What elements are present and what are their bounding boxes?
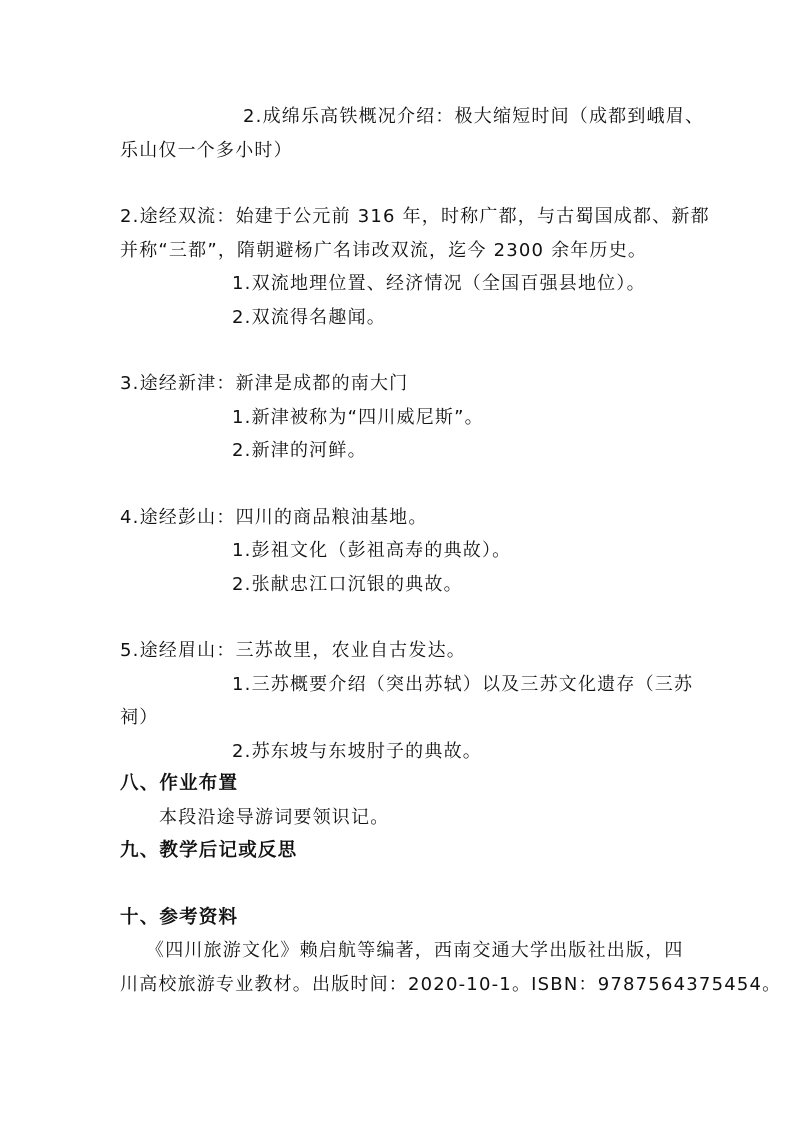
references-body-line-2: 川高校旅游专业教材。出版时间：2020-10-1。ISBN：9787564375454。 [120, 974, 782, 995]
xinjin-title: 3.途经新津：新津是成都的南大门 [120, 373, 409, 394]
reflection-heading: 九、教学后记或反思 [120, 840, 298, 861]
homework-heading: 八、作业布置 [120, 773, 239, 794]
pengshan-sub-2: 2.张献忠江口沉银的典故。 [232, 574, 463, 595]
pengshan-title: 4.途经彭山：四川的商品粮油基地。 [120, 507, 428, 528]
shuangliu-sub-2: 2.双流得名趣闻。 [232, 307, 386, 328]
xinjin-sub-1: 1.新津被称为“四川威尼斯”。 [232, 407, 484, 428]
meishan-sub-2: 2.苏东坡与东坡肘子的典故。 [232, 741, 482, 762]
railway-item-2-line-1: 2.成绵乐高铁概况介绍：极大缩短时间（成都到峨眉、 [243, 106, 705, 127]
railway-item-2-line-2: 乐山仅一个多小时） [120, 140, 293, 161]
references-body-line-1: 《四川旅游文化》赖启航等编著，西南交通大学出版社出版，四 [146, 940, 684, 961]
meishan-sub-1-line-2: 祠） [120, 707, 159, 728]
pengshan-sub-1: 1.彭祖文化（彭祖高寿的典故）。 [232, 540, 512, 561]
xinjin-sub-2: 2.新津的河鲜。 [232, 440, 367, 461]
shuangliu-title-line-1: 2.途经双流：始建于公元前 316 年，时称广都，与古蜀国成都、新都 [120, 206, 710, 227]
references-heading: 十、参考资料 [120, 907, 239, 928]
shuangliu-title-line-2: 并称“三都”，隋朝避杨广名讳改双流，迄今 2300 余年历史。 [120, 240, 648, 261]
meishan-sub-1-line-1: 1.三苏概要介绍（突出苏轼）以及三苏文化遗存（三苏 [232, 674, 694, 695]
shuangliu-sub-1: 1.双流地理位置、经济情况（全国百强县地位）。 [232, 273, 646, 294]
meishan-title: 5.途经眉山：三苏故里，农业自古发达。 [120, 640, 466, 661]
homework-body: 本段沿途导游词要领识记。 [159, 807, 390, 828]
